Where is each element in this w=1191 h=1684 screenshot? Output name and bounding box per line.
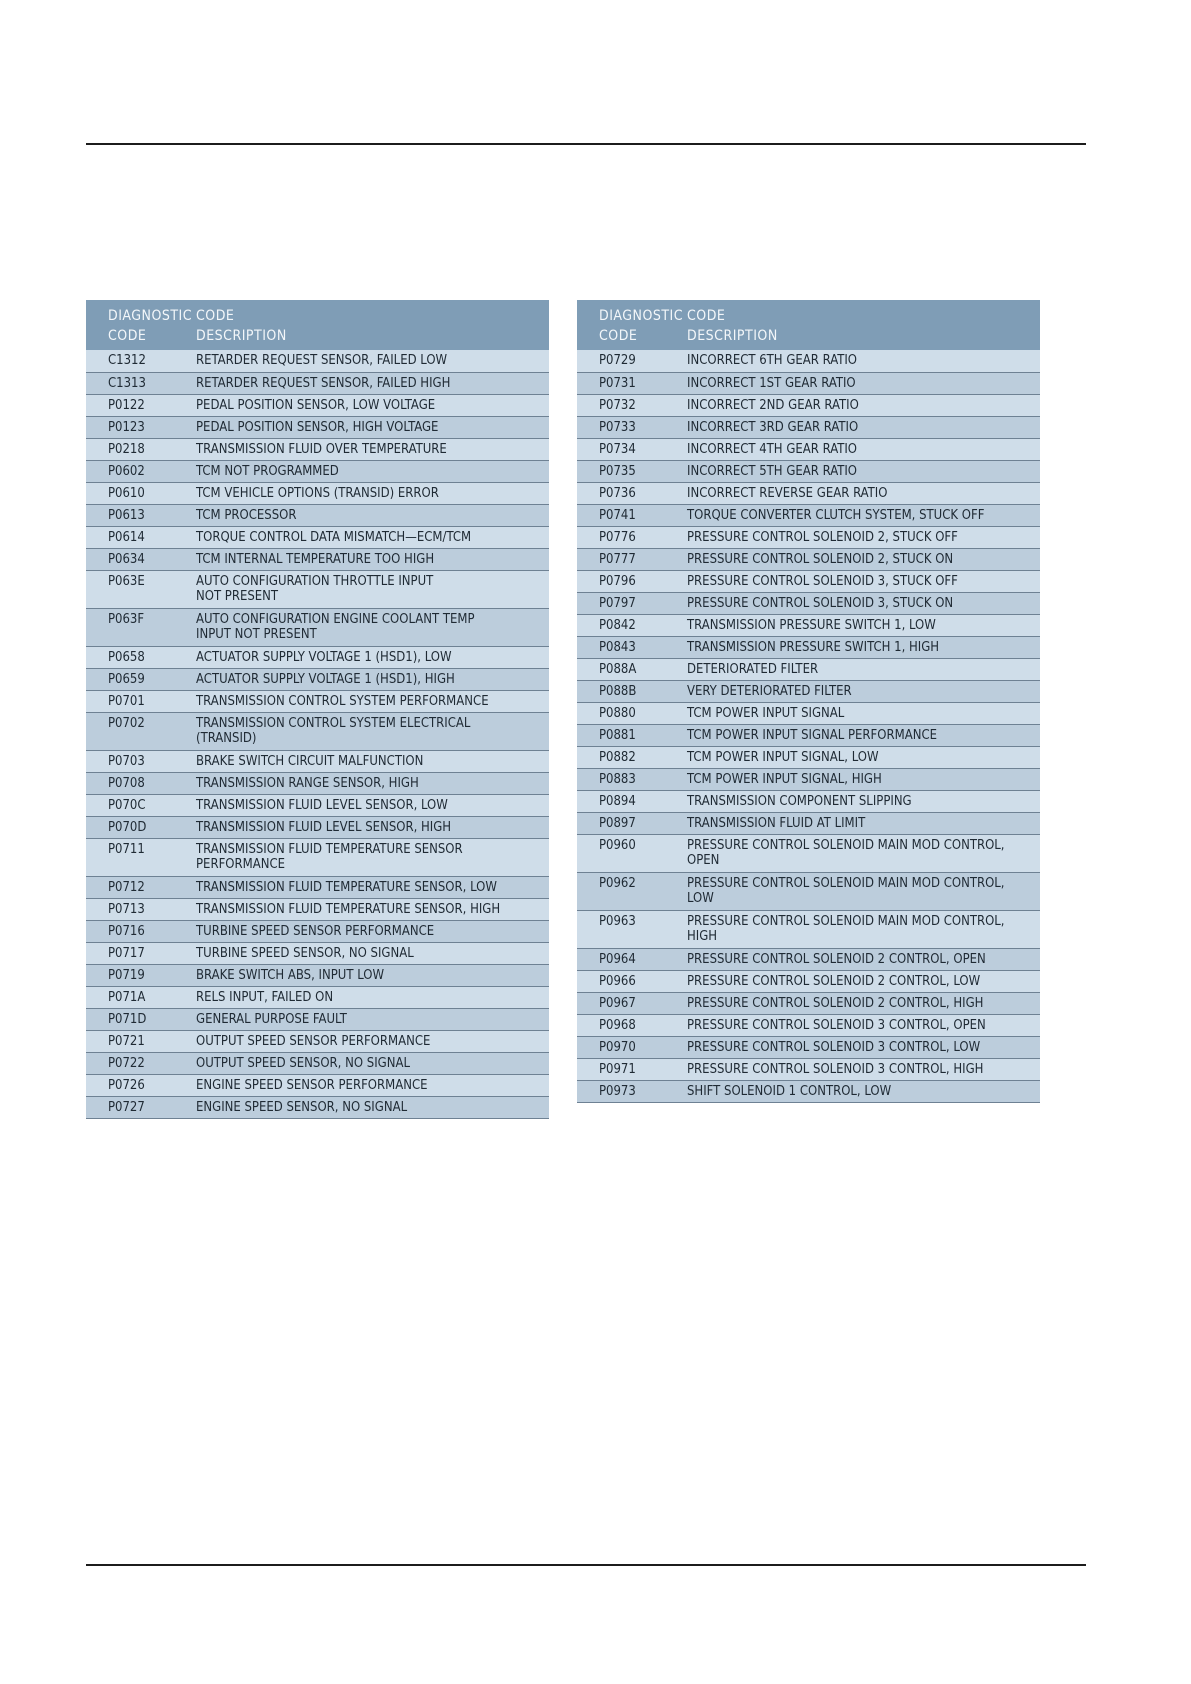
code-description-cell: PRESSURE CONTROL SOLENOID 2 CONTROL, OPEN [687,948,1040,970]
diagnostic-code-cell: P0122 [86,394,196,416]
table-row [577,1058,1040,1080]
code-description-cell: TRANSMISSION COMPONENT SLIPPING [687,790,1040,812]
table-row [577,992,1040,1014]
code-description-cell: BRAKE SWITCH CIRCUIT MALFUNCTION [196,750,549,772]
diagnostic-code-cell: P0897 [577,812,687,834]
table-row [577,790,1040,812]
diagnostic-code-cell: P070D [86,816,196,838]
table-row [577,724,1040,746]
diagnostic-code-cell: P071D [86,1008,196,1030]
dtc-rows-right [577,350,1040,1102]
diagnostic-code-cell: P0882 [577,746,687,768]
code-description-cell: TRANSMISSION PRESSURE SWITCH 1, LOW [687,614,1040,636]
diagnostic-code-cell: P0966 [577,970,687,992]
table-row [577,1036,1040,1058]
code-description-cell: GENERAL PURPOSE FAULT [196,1008,549,1030]
code-description-cell: PRESSURE CONTROL SOLENOID 2, STUCK ON [687,548,1040,570]
diagnostic-code-cell: P0659 [86,668,196,690]
code-description-cell: TORQUE CONTROL DATA MISMATCH—ECM/TCM [196,526,549,548]
table-row [577,812,1040,834]
code-description-cell: TCM PROCESSOR [196,504,549,526]
code-description-cell: PRESSURE CONTROL SOLENOID 2 CONTROL, LOW [687,970,1040,992]
code-description-cell: AUTO CONFIGURATION ENGINE COOLANT TEMP INPUT NOT PRESENT [196,608,549,646]
bottom-rule [86,1564,1086,1566]
table-row [577,658,1040,680]
diagnostic-code-cell: P0602 [86,460,196,482]
table-row [577,438,1040,460]
code-description-cell: INCORRECT REVERSE GEAR RATIO [687,482,1040,504]
code-description-cell: PRESSURE CONTROL SOLENOID MAIN MOD CONTROL, HIGH [687,910,1040,948]
diagnostic-code-cell: P070C [86,794,196,816]
table-row [577,548,1040,570]
dtc-rows-left [86,350,549,1118]
table-row [86,1052,549,1074]
code-description-cell: TRANSMISSION FLUID TEMPERATURE SENSOR, HIGH [196,898,549,920]
table-row [577,910,1040,948]
code-description-cell: PRESSURE CONTROL SOLENOID 3, STUCK OFF [687,570,1040,592]
table-row [577,768,1040,790]
diagnostic-code-cell: P0719 [86,964,196,986]
code-description-cell: ACTUATOR SUPPLY VOLTAGE 1 (HSD1), LOW [196,646,549,668]
code-description-cell: TRANSMISSION PRESSURE SWITCH 1, HIGH [687,636,1040,658]
header-code-description: CODE DESCRIPTION [687,300,1040,350]
table-row [577,970,1040,992]
diagnostic-code-cell: P0962 [577,872,687,910]
code-description-cell: INCORRECT 2ND GEAR RATIO [687,394,1040,416]
table-row [86,964,549,986]
table-row [86,1074,549,1096]
table-row [86,750,549,772]
diagnostic-code-cell: P0731 [577,372,687,394]
diagnostic-code-cell: P0880 [577,702,687,724]
diagnostic-code-cell: P0883 [577,768,687,790]
code-description-cell: TCM INTERNAL TEMPERATURE TOO HIGH [196,548,549,570]
code-description-cell: PRESSURE CONTROL SOLENOID 2, STUCK OFF [687,526,1040,548]
code-description-cell: INCORRECT 4TH GEAR RATIO [687,438,1040,460]
code-description-cell: INCORRECT 1ST GEAR RATIO [687,372,1040,394]
code-description-cell: TRANSMISSION CONTROL SYSTEM ELECTRICAL (TRANSID) [196,712,549,750]
table-row [577,592,1040,614]
diagnostic-code-cell: P0968 [577,1014,687,1036]
table-row [86,690,549,712]
diagnostic-code-cell: P0716 [86,920,196,942]
diagnostic-code-cell: P0722 [86,1052,196,1074]
code-description-cell: TURBINE SPEED SENSOR, NO SIGNAL [196,942,549,964]
diagnostic-code-cell: P071A [86,986,196,1008]
diagnostic-code-cell: P0708 [86,772,196,794]
table-row [86,482,549,504]
diagnostic-code-cell: P0701 [86,690,196,712]
code-description-cell: TRANSMISSION FLUID TEMPERATURE SENSOR PERFORMANCE [196,838,549,876]
table-row [577,746,1040,768]
diagnostic-code-cell: P0713 [86,898,196,920]
code-description-cell: ACTUATOR SUPPLY VOLTAGE 1 (HSD1), HIGH [196,668,549,690]
table-header-row [86,300,549,350]
table-row [86,394,549,416]
code-description-cell: TRANSMISSION FLUID OVER TEMPERATURE [196,438,549,460]
table-row [577,482,1040,504]
code-description-cell: TCM POWER INPUT SIGNAL [687,702,1040,724]
diagnostic-code-cell: P0123 [86,416,196,438]
table-row [86,1030,549,1052]
code-description-cell: TRANSMISSION FLUID AT LIMIT [687,812,1040,834]
diagnostic-code-cell: P0218 [86,438,196,460]
table-row [577,504,1040,526]
table-row [577,394,1040,416]
diagnostic-code-cell: P0734 [577,438,687,460]
table-row [577,834,1040,872]
diagnostic-code-cell: P0721 [86,1030,196,1052]
diagnostic-code-cell: P0970 [577,1036,687,1058]
diagnostic-code-cell: P0702 [86,712,196,750]
header-code-description: CODE DESCRIPTION [196,300,549,350]
diagnostic-code-cell: C1312 [86,350,196,372]
diagnostic-code-cell: P0776 [577,526,687,548]
diagnostic-code-cell: P0712 [86,876,196,898]
top-rule [86,143,1086,145]
diagnostic-code-cell: P0881 [577,724,687,746]
table-row [86,548,549,570]
table-row [86,504,549,526]
code-description-cell: TCM NOT PROGRAMMED [196,460,549,482]
table-header-row [577,300,1040,350]
diagnostic-code-cell: P0894 [577,790,687,812]
code-description-cell: OUTPUT SPEED SENSOR PERFORMANCE [196,1030,549,1052]
diagnostic-code-cell: P0614 [86,526,196,548]
code-description-cell: TORQUE CONVERTER CLUTCH SYSTEM, STUCK OFF [687,504,1040,526]
code-description-cell: RELS INPUT, FAILED ON [196,986,549,1008]
code-description-cell: INCORRECT 6TH GEAR RATIO [687,350,1040,372]
code-description-cell: DETERIORATED FILTER [687,658,1040,680]
diagnostic-code-cell: P0777 [577,548,687,570]
diagnostic-code-cell: P088B [577,680,687,702]
table-row [577,702,1040,724]
code-description-cell: VERY DETERIORATED FILTER [687,680,1040,702]
code-description-cell: TCM VEHICLE OPTIONS (TRANSID) ERROR [196,482,549,504]
code-description-cell: OUTPUT SPEED SENSOR, NO SIGNAL [196,1052,549,1074]
header-diagnostic-code: DIAGNOSTIC CODE [86,300,196,350]
table-row [577,460,1040,482]
table-row [577,872,1040,910]
table-row [86,372,549,394]
diagnostic-code-cell: P0964 [577,948,687,970]
table-row [86,526,549,548]
table-row [577,350,1040,372]
table-row [86,438,549,460]
code-description-cell: TRANSMISSION FLUID TEMPERATURE SENSOR, LOW [196,876,549,898]
dtc-table-left [86,300,549,1119]
table-row [577,526,1040,548]
code-description-cell: ENGINE SPEED SENSOR PERFORMANCE [196,1074,549,1096]
diagnostic-code-cell: P063E [86,570,196,608]
table-row [86,608,549,646]
code-description-cell: TRANSMISSION FLUID LEVEL SENSOR, LOW [196,794,549,816]
diagnostic-code-cell: P0843 [577,636,687,658]
table-row [577,570,1040,592]
table-row [577,1080,1040,1102]
dtc-table-right [577,300,1040,1103]
code-description-cell: TCM POWER INPUT SIGNAL, LOW [687,746,1040,768]
table-row [86,1008,549,1030]
diagnostic-code-cell: P0610 [86,482,196,504]
diagnostic-code-cell: P0733 [577,416,687,438]
table-row [86,646,549,668]
table-row [86,712,549,750]
code-description-cell: SHIFT SOLENOID 1 CONTROL, LOW [687,1080,1040,1102]
diagnostic-code-cell: P0613 [86,504,196,526]
diagnostic-code-cell: P0796 [577,570,687,592]
table-row [86,794,549,816]
table-row [577,636,1040,658]
diagnostic-code-cell: P063F [86,608,196,646]
diagnostic-code-cell: P0741 [577,504,687,526]
code-description-cell: RETARDER REQUEST SENSOR, FAILED LOW [196,350,549,372]
diagnostic-code-cell: P0842 [577,614,687,636]
code-description-cell: PEDAL POSITION SENSOR, LOW VOLTAGE [196,394,549,416]
table-row [577,372,1040,394]
table-row [86,986,549,1008]
code-description-cell: INCORRECT 3RD GEAR RATIO [687,416,1040,438]
table-row [86,898,549,920]
table-row [577,1014,1040,1036]
diagnostic-code-cell: P0729 [577,350,687,372]
code-description-cell: PRESSURE CONTROL SOLENOID MAIN MOD CONTROL, LOW [687,872,1040,910]
table-row [86,772,549,794]
code-description-cell: TRANSMISSION FLUID LEVEL SENSOR, HIGH [196,816,549,838]
code-description-cell: PRESSURE CONTROL SOLENOID 3 CONTROL, OPEN [687,1014,1040,1036]
table-row [86,876,549,898]
table-row [86,460,549,482]
diagnostic-code-cell: P0971 [577,1058,687,1080]
code-description-cell: PRESSURE CONTROL SOLENOID 3 CONTROL, HIGH [687,1058,1040,1080]
diagnostic-code-cell: P0973 [577,1080,687,1102]
diagnostic-code-cell: P0967 [577,992,687,1014]
code-description-cell: TCM POWER INPUT SIGNAL, HIGH [687,768,1040,790]
code-description-cell: TRANSMISSION CONTROL SYSTEM PERFORMANCE [196,690,549,712]
diagnostic-code-cell: P0963 [577,910,687,948]
code-description-cell: AUTO CONFIGURATION THROTTLE INPUT NOT PRESENT [196,570,549,608]
table-row [86,1096,549,1118]
table-row [86,838,549,876]
diagnostic-code-cell: P0634 [86,548,196,570]
header-diagnostic-code: DIAGNOSTIC CODE [577,300,687,350]
table-row [577,614,1040,636]
diagnostic-code-cell: C1313 [86,372,196,394]
diagnostic-code-cell: P0703 [86,750,196,772]
diagnostic-code-cell: P0726 [86,1074,196,1096]
diagnostic-code-cell: P0717 [86,942,196,964]
code-description-cell: PRESSURE CONTROL SOLENOID 3, STUCK ON [687,592,1040,614]
code-description-cell: TURBINE SPEED SENSOR PERFORMANCE [196,920,549,942]
diagnostic-code-cell: P0735 [577,460,687,482]
code-description-cell: PRESSURE CONTROL SOLENOID MAIN MOD CONTROL, OPEN [687,834,1040,872]
table-row [86,942,549,964]
code-description-cell: PEDAL POSITION SENSOR, HIGH VOLTAGE [196,416,549,438]
table-row [577,948,1040,970]
diagnostic-code-cell: P0711 [86,838,196,876]
table-row [86,570,549,608]
code-description-cell: INCORRECT 5TH GEAR RATIO [687,460,1040,482]
code-description-cell: BRAKE SWITCH ABS, INPUT LOW [196,964,549,986]
diagnostic-code-cell: P0658 [86,646,196,668]
table-row [86,920,549,942]
code-description-cell: TRANSMISSION RANGE SENSOR, HIGH [196,772,549,794]
diagnostic-code-cell: P088A [577,658,687,680]
table-row [577,416,1040,438]
diagnostic-code-cell: P0727 [86,1096,196,1118]
table-row [86,668,549,690]
code-description-cell: PRESSURE CONTROL SOLENOID 3 CONTROL, LOW [687,1036,1040,1058]
diagnostic-code-cell: P0732 [577,394,687,416]
table-row [577,680,1040,702]
code-description-cell: ENGINE SPEED SENSOR, NO SIGNAL [196,1096,549,1118]
diagnostic-code-cell: P0960 [577,834,687,872]
table-row [86,350,549,372]
table-row [86,416,549,438]
code-description-cell: RETARDER REQUEST SENSOR, FAILED HIGH [196,372,549,394]
diagnostic-code-cell: P0797 [577,592,687,614]
table-row [86,816,549,838]
code-description-cell: TCM POWER INPUT SIGNAL PERFORMANCE [687,724,1040,746]
diagnostic-code-cell: P0736 [577,482,687,504]
code-description-cell: PRESSURE CONTROL SOLENOID 2 CONTROL, HIGH [687,992,1040,1014]
